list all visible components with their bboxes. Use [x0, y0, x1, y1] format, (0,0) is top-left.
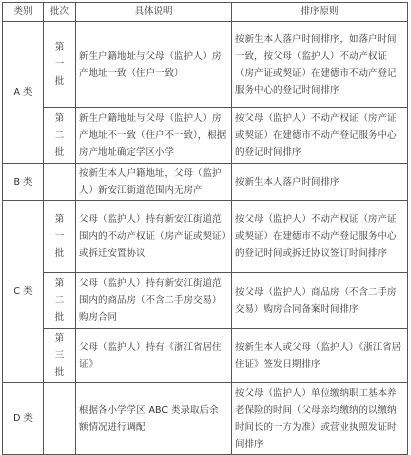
- batch-char: 一: [54, 59, 65, 70]
- batch-cell: [44, 273, 76, 329]
- batch-char: 批: [54, 147, 65, 158]
- header-sorting-rule: 排序原则: [232, 3, 408, 22]
- sorting-rule-cell: 按父母（监护人）商品房（不含二手房交易）购房合同备案时间排序: [232, 273, 408, 329]
- description-cell: 父母（监护人）持有新安江街道范围内的商品房（不含二手房交易）购房合同: [76, 273, 232, 329]
- table-row: [3, 164, 408, 201]
- sorting-rule-cell: 按新生本人落户时间排序，如落户时间一致，按父母（监护人）不动产权证（房产证或契证）在建德市不动产登记服务中心的登记时间排序: [232, 22, 408, 108]
- header-category: 类别: [3, 3, 44, 22]
- description-cell: 新生户籍地址与父母（监护人）房产地址一致（住户一致）: [76, 22, 232, 108]
- description-cell: 新生户籍地址与父母（监护人）房产地址不一致（住户不一致），根据房产地址确定学区小学: [76, 108, 232, 164]
- table-row: [3, 329, 408, 383]
- batch-cell-empty: [44, 383, 76, 455]
- table-row: [3, 108, 408, 164]
- sorting-rule-cell: 按新生本人落户时间排序: [232, 164, 408, 201]
- batch-char: 三: [54, 350, 65, 361]
- batch-char: 批: [54, 76, 65, 87]
- enrollment-rules-table: [2, 2, 408, 455]
- batch-cell-empty: [44, 164, 76, 201]
- table-row: [3, 273, 408, 329]
- category-b: B 类: [3, 164, 44, 201]
- batch-char: 第: [54, 333, 65, 344]
- batch-char: 第: [54, 42, 65, 53]
- table-row: [3, 22, 408, 108]
- batch-char: 二: [54, 295, 65, 306]
- sorting-rule-cell: 按父母（监护人）单位缴纳职工基本养老保险的时间（父母亲均缴纳的以缴纳时间长的一方为准）或营业执照发证时间排序: [232, 383, 408, 455]
- batch-char: 批: [54, 367, 65, 378]
- description-cell: 根据各小学学区 ABC 类录取后余额情况进行调配: [76, 383, 232, 455]
- batch-char: 第: [54, 113, 65, 124]
- batch-cell: [44, 108, 76, 164]
- batch-char: 批: [54, 248, 65, 259]
- header-batch: 批次: [44, 3, 76, 22]
- category-d: D 类: [3, 383, 44, 455]
- sorting-rule-cell: 按父母（监护人）不动产权证（房产证或契证）在建德市不动产登记服务中心的登记时间排序: [232, 108, 408, 164]
- description-cell: 父母（监护人）持有《浙江省居住证》: [76, 329, 232, 383]
- description-cell: 父母（监护人）持有新安江街道范围内的不动产权证（房产证或契证）或拆迁安置协议: [76, 201, 232, 273]
- batch-char: 一: [54, 231, 65, 242]
- sorting-rule-cell: 按新生本人或父母（监护人）《浙江省居住证》签发日期排序: [232, 329, 408, 383]
- batch-char: 二: [54, 130, 65, 141]
- batch-char: 第: [54, 278, 65, 289]
- batch-char: 第: [54, 214, 65, 225]
- batch-char: 批: [54, 312, 65, 323]
- batch-cell: [44, 201, 76, 273]
- category-c: C 类: [3, 201, 44, 383]
- table-row: [3, 383, 408, 455]
- header-row: [3, 3, 408, 22]
- batch-cell: [44, 329, 76, 383]
- table-row: [3, 201, 408, 273]
- category-a: A 类: [3, 22, 44, 164]
- batch-cell: [44, 22, 76, 108]
- header-description: 具体说明: [76, 3, 232, 22]
- description-cell: 按新生本人户籍地址，父母（监护人）新安江街道范围内无房产: [76, 164, 232, 201]
- sorting-rule-cell: 按父母（监护人）不动产权证（房产证或契证）在建德市不动产登记服务中心的登记时间或拆迁协议签订时间排序: [232, 201, 408, 273]
